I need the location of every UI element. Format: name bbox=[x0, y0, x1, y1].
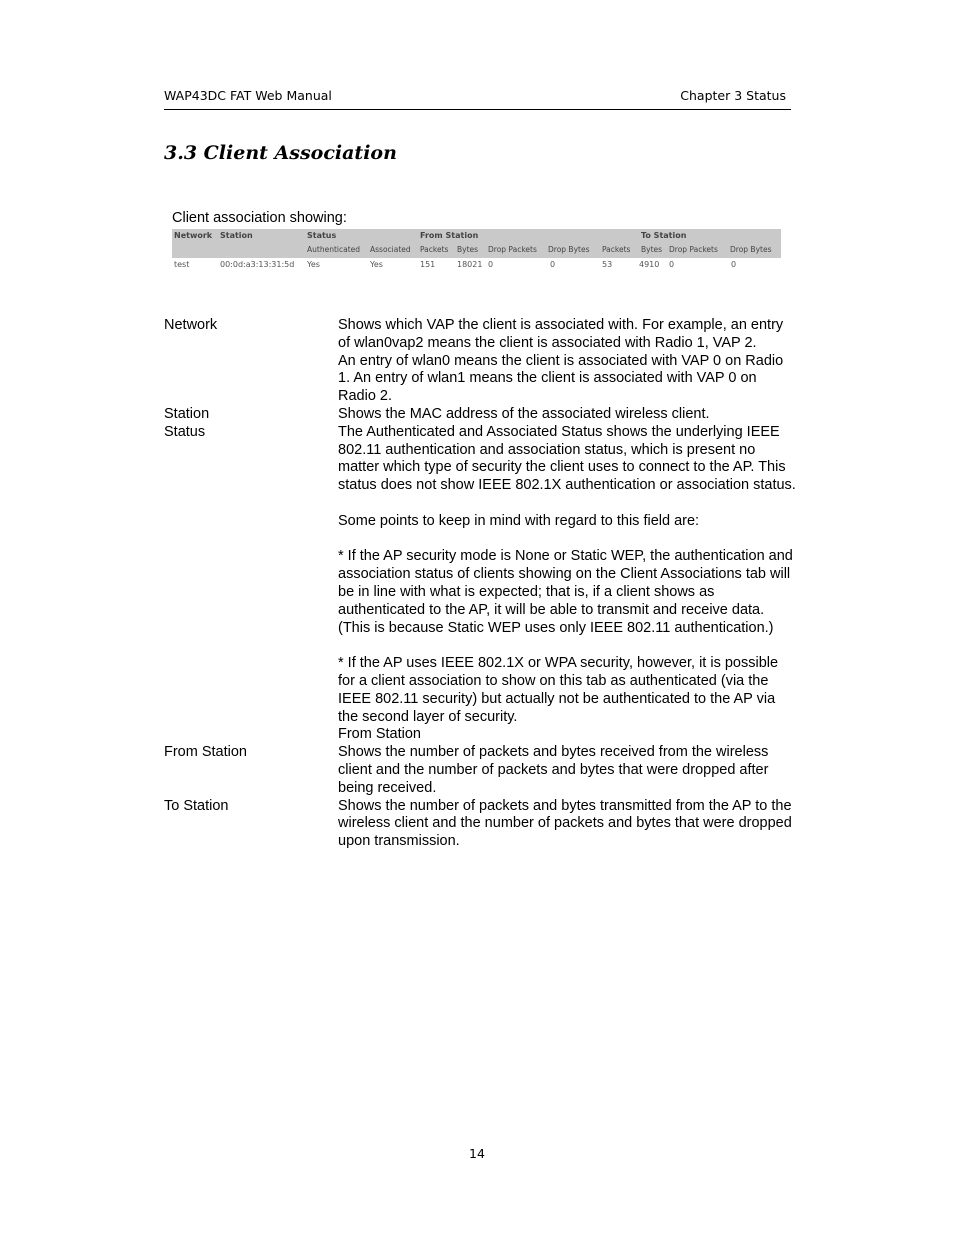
definition-station bbox=[0, 406, 954, 424]
running-header-chapter: Chapter 3 Status bbox=[680, 88, 786, 103]
col-group-from-station: From Station bbox=[420, 231, 479, 240]
definition-spacer bbox=[338, 531, 798, 549]
definition-paragraph: Shows which VAP the client is associated with. For example, an entry of wlan0vap2 means the client is associated with Radio 1, VAP 2. bbox=[338, 317, 784, 351]
page-number: 14 bbox=[469, 1146, 485, 1161]
definition-from-station bbox=[0, 744, 954, 797]
definition-network bbox=[0, 317, 954, 406]
definition-paragraph: Some points to keep in mind with regard to this field are: bbox=[338, 512, 700, 529]
cell-from-bytes: 18021 bbox=[457, 260, 483, 269]
col-to-packets: Packets bbox=[602, 245, 631, 254]
running-header-title: WAP43DC FAT Web Manual bbox=[164, 88, 332, 103]
definition-term: Network bbox=[164, 317, 218, 333]
cell-station: 00:0d:a3:13:31:5d bbox=[220, 260, 295, 269]
cell-associated: Yes bbox=[370, 260, 383, 269]
cell-to-packets: 53 bbox=[602, 260, 613, 269]
col-authenticated: Authenticated bbox=[307, 245, 361, 254]
definition-spacer bbox=[338, 637, 798, 655]
cell-to-drop-packets: 0 bbox=[669, 260, 675, 269]
definition-paragraph: * If the AP uses IEEE 802.1X or WPA security, however, it is possible for a client association to show on this tab as authenticated (via the IEEE 802.11 security) but actually not be authenticated to the AP via the second layer of security. bbox=[338, 655, 779, 725]
definition-status bbox=[0, 424, 954, 744]
definition-text bbox=[338, 424, 798, 744]
col-from-drop-bytes: Drop Bytes bbox=[548, 245, 590, 254]
definition-paragraph: Shows the number of packets and bytes transmitted from the AP to the wireless client and the number of packets and bytes that were dropped upon transmission. bbox=[338, 797, 792, 850]
col-to-drop-packets: Drop Packets bbox=[669, 245, 718, 254]
definition-text bbox=[338, 317, 798, 406]
definition-text bbox=[338, 744, 798, 797]
col-to-drop-bytes: Drop Bytes bbox=[730, 245, 772, 254]
definition-paragraph: * If the AP security mode is None or Static WEP, the authentication and association status of clients showing on the Client Associations tab will be in line with what is expected; that is, if a client shows as authenticated to the AP, it will be able to transmit and receive data. (This is because Static WEP uses only IEEE 802.11 authentication.) bbox=[338, 548, 793, 636]
col-group-status: Status bbox=[307, 231, 337, 240]
section-title: 3.3 Client Association bbox=[164, 142, 397, 164]
definition-spacer bbox=[338, 495, 798, 513]
definition-paragraph: Shows the number of packets and bytes received from the wireless client and the number of packets and bytes that were dropped after being received. bbox=[338, 744, 769, 796]
definition-paragraph: The Authenticated and Associated Status shows the underlying IEEE 802.11 authentication and association status, which is present no matter which type of security the client uses to connect to the AP. This status does not show IEEE 802.1X authentication or association status. bbox=[338, 423, 796, 494]
cell-authenticated: Yes bbox=[307, 260, 320, 269]
client-association-table-screenshot bbox=[172, 229, 781, 273]
definition-term: From Station bbox=[164, 744, 247, 761]
cell-from-drop-bytes: 0 bbox=[550, 260, 556, 269]
col-to-bytes: Bytes bbox=[641, 245, 663, 254]
col-associated: Associated bbox=[370, 245, 411, 254]
definition-text bbox=[338, 406, 798, 424]
col-group-station: Station bbox=[220, 231, 253, 240]
definition-paragraph: An entry of wlan0 means the client is associated with VAP 0 on Radio 1. An entry of wlan1 means the client is associated with VAP 0 on Radio 2. bbox=[338, 352, 784, 405]
definition-paragraph: Shows the MAC address of the associated wireless client. bbox=[338, 405, 710, 422]
definition-term: Status bbox=[164, 423, 206, 440]
cell-to-drop-bytes: 0 bbox=[731, 260, 737, 269]
cell-from-packets: 151 bbox=[420, 260, 436, 269]
cell-to-bytes: 4910 bbox=[639, 260, 660, 269]
col-from-bytes: Bytes bbox=[457, 245, 479, 254]
header-rule bbox=[164, 109, 791, 110]
definition-term: To Station bbox=[164, 797, 229, 814]
cell-network: test bbox=[174, 260, 190, 269]
cell-from-drop-packets: 0 bbox=[488, 260, 494, 269]
definition-paragraph: From Station bbox=[338, 726, 421, 743]
col-group-to-station: To Station bbox=[641, 231, 687, 240]
definition-term: Station bbox=[164, 405, 210, 422]
col-group-network: Network bbox=[174, 231, 213, 240]
intro-text: Client association showing: bbox=[172, 210, 347, 226]
col-from-packets: Packets bbox=[420, 245, 449, 254]
definition-text bbox=[338, 798, 798, 851]
field-descriptions bbox=[0, 317, 954, 851]
definition-to-station bbox=[0, 798, 954, 851]
col-from-drop-packets: Drop Packets bbox=[488, 245, 537, 254]
